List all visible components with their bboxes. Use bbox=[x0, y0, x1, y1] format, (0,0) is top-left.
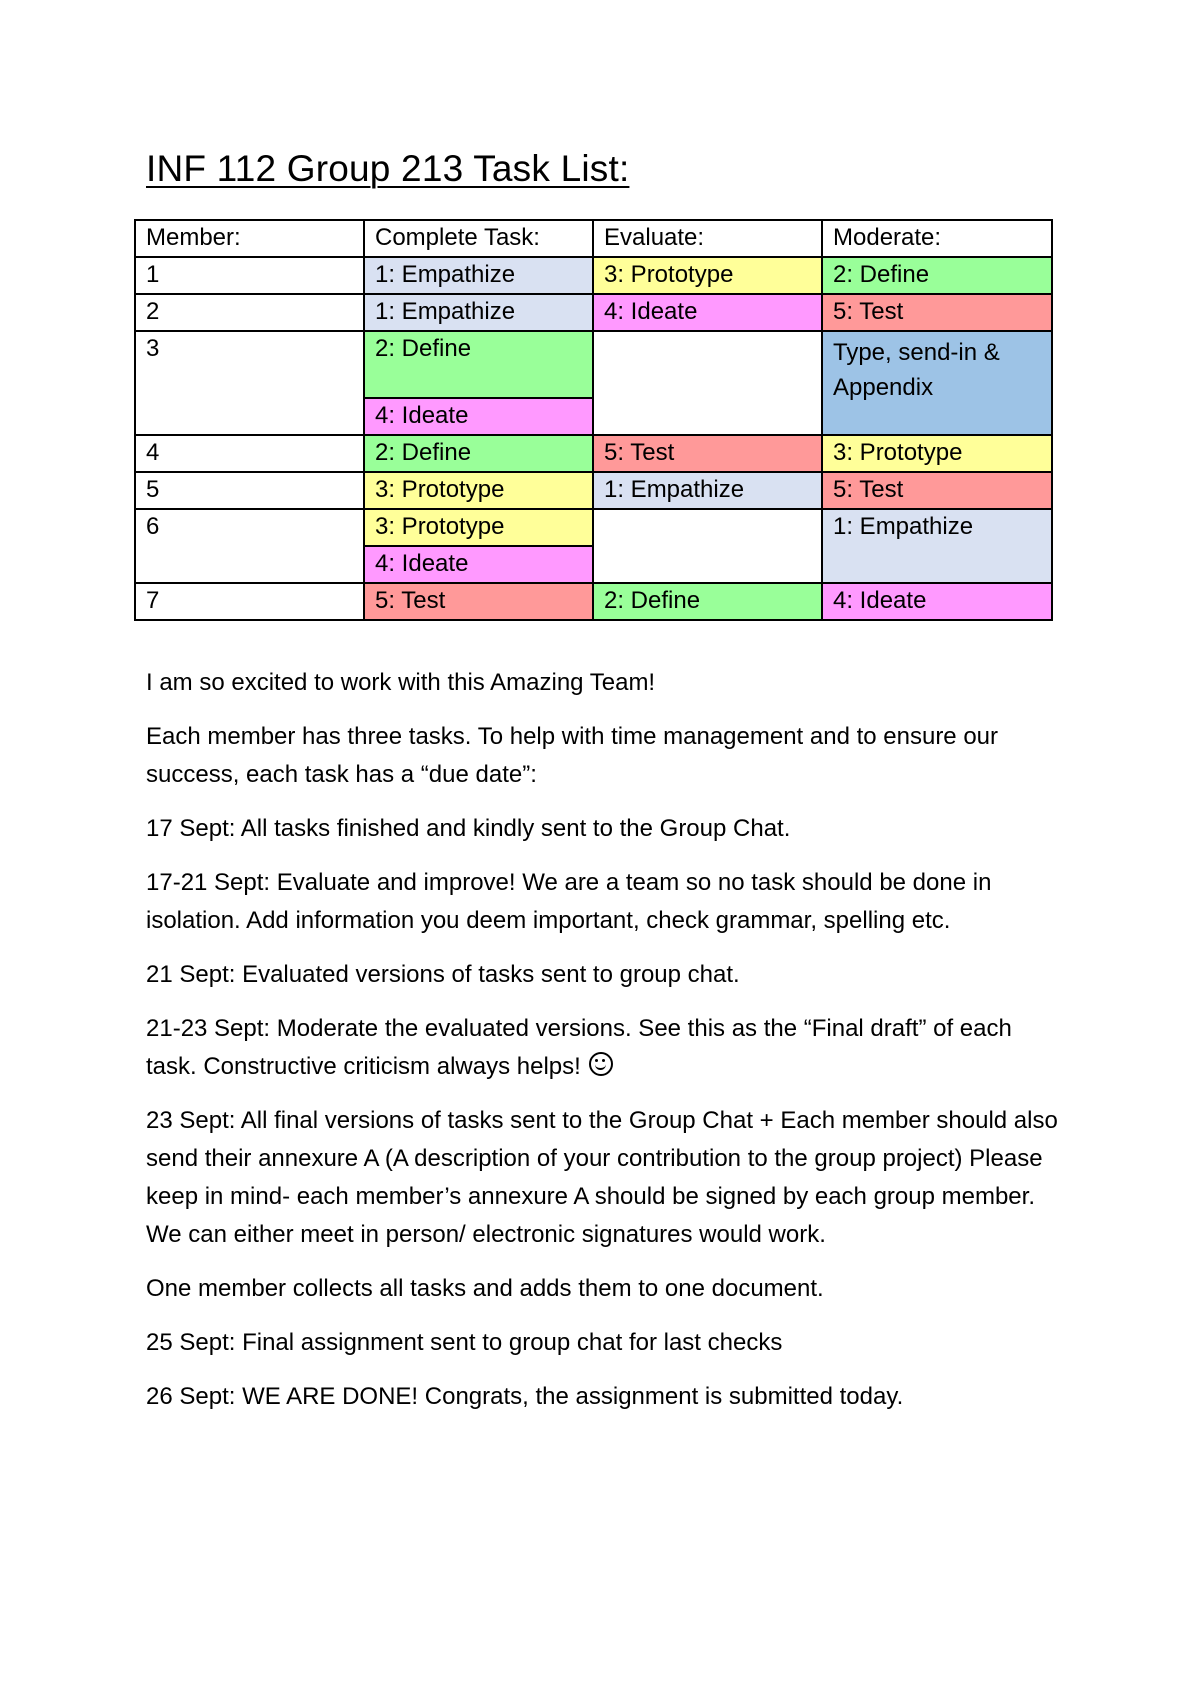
member-cell: 5 bbox=[135, 472, 364, 509]
member-cell: 1 bbox=[135, 257, 364, 294]
complete-cell: 4: Ideate bbox=[364, 398, 593, 435]
evaluate-cell: 3: Prototype bbox=[593, 257, 822, 294]
header-complete-task: Complete Task: bbox=[364, 220, 593, 257]
member-cell: 3 bbox=[135, 331, 364, 435]
moderate-cell: 5: Test bbox=[822, 472, 1052, 509]
member-cell: 2 bbox=[135, 294, 364, 331]
moderate-cell: 3: Prototype bbox=[822, 435, 1052, 472]
table-row bbox=[135, 331, 1052, 398]
header-member: Member: bbox=[135, 220, 364, 257]
evaluate-cell bbox=[593, 331, 822, 435]
member-cell: 7 bbox=[135, 583, 364, 620]
evaluate-cell bbox=[593, 509, 822, 583]
page-title: INF 112 Group 213 Task List: bbox=[146, 148, 630, 189]
paragraph-17-sept: 17 Sept: All tasks finished and kindly sent to the Group Chat. bbox=[146, 815, 791, 842]
moderate-cell: Type, send-in & Appendix bbox=[822, 331, 1052, 435]
complete-cell: 4: Ideate bbox=[364, 546, 593, 583]
task-table bbox=[134, 219, 1053, 621]
table-header-row bbox=[135, 220, 1052, 257]
table-row bbox=[135, 257, 1052, 294]
table-row bbox=[135, 294, 1052, 331]
header-moderate: Moderate: bbox=[822, 220, 1052, 257]
member-cell: 4 bbox=[135, 435, 364, 472]
complete-cell: 1: Empathize bbox=[364, 294, 593, 331]
paragraph-17-21-sept: 17-21 Sept: Evaluate and improve! We are a team so no task should be done in isolation. Add information you deem important, check grammar, spelling etc. bbox=[146, 869, 992, 934]
paragraph-25-sept: 25 Sept: Final assignment sent to group chat for last checks bbox=[146, 1329, 783, 1356]
moderate-cell: 2: Define bbox=[822, 257, 1052, 294]
table-row bbox=[135, 509, 1052, 546]
member-cell: 6 bbox=[135, 509, 364, 583]
paragraph-23-sept: 23 Sept: All final versions of tasks sent to the Group Chat + Each member should also send their annexure A (A description of your contribution to the group project) Please keep in mind- each member’s annexure A should be signed by each group member. We can either meet in person/ electronic signatures would work. bbox=[146, 1107, 1058, 1248]
table-row bbox=[135, 472, 1052, 509]
evaluate-cell: 5: Test bbox=[593, 435, 822, 472]
complete-cell: 5: Test bbox=[364, 583, 593, 620]
paragraph-intro: I am so excited to work with this Amazing Team! bbox=[146, 669, 656, 696]
moderate-cell: 5: Test bbox=[822, 294, 1052, 331]
moderate-cell: 1: Empathize bbox=[822, 509, 1052, 583]
header-evaluate: Evaluate: bbox=[593, 220, 822, 257]
evaluate-cell: 4: Ideate bbox=[593, 294, 822, 331]
table-row bbox=[135, 583, 1052, 620]
smiley-icon bbox=[589, 1052, 613, 1076]
complete-cell: 3: Prototype bbox=[364, 509, 593, 546]
paragraph-collect: One member collects all tasks and adds them to one document. bbox=[146, 1275, 824, 1302]
paragraph-21-23-sept bbox=[146, 1010, 1066, 1086]
complete-cell: 2: Define bbox=[364, 331, 593, 398]
complete-cell: 3: Prototype bbox=[364, 472, 593, 509]
complete-cell: 1: Empathize bbox=[364, 257, 593, 294]
moderate-cell: 4: Ideate bbox=[822, 583, 1052, 620]
paragraph-26-sept: 26 Sept: WE ARE DONE! Congrats, the assignment is submitted today. bbox=[146, 1383, 904, 1410]
paragraph-due-dates: Each member has three tasks. To help with time management and to ensure our success, each task has a “due date”: bbox=[146, 723, 999, 788]
table-row bbox=[135, 435, 1052, 472]
paragraph-21-sept: 21 Sept: Evaluated versions of tasks sent to group chat. bbox=[146, 961, 740, 988]
evaluate-cell: 2: Define bbox=[593, 583, 822, 620]
paragraph-21-23-sept-text: 21-23 Sept: Moderate the evaluated versions. See this as the “Final draft” of each task. Constructive criticism always helps! bbox=[146, 1015, 1012, 1080]
evaluate-cell: 1: Empathize bbox=[593, 472, 822, 509]
body-text bbox=[146, 664, 1066, 1432]
complete-cell: 2: Define bbox=[364, 435, 593, 472]
